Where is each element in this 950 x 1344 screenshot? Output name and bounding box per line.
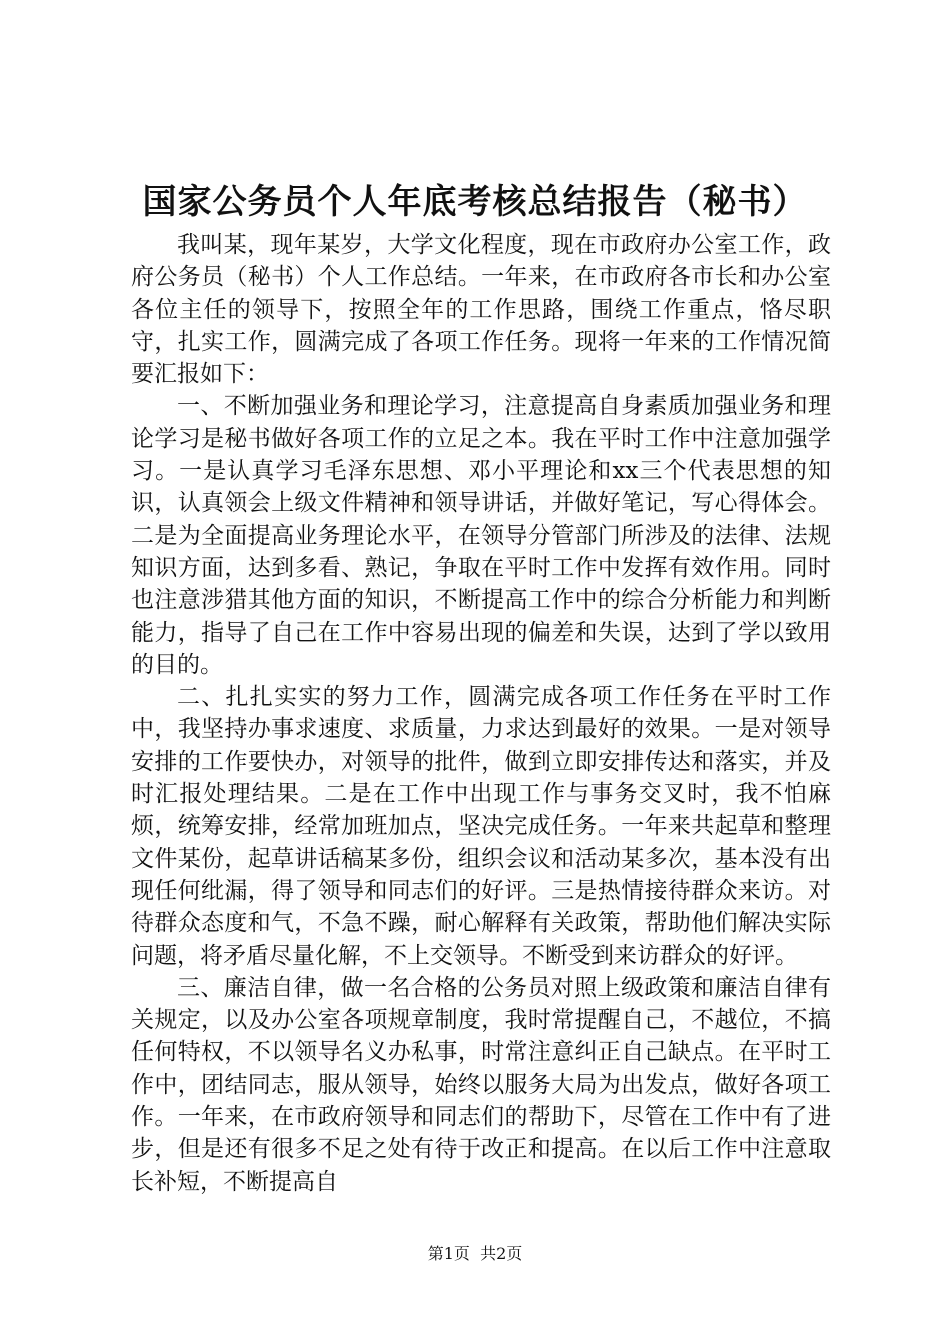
page-number: 第1页	[427, 1244, 470, 1263]
paragraph-section-3: 三、廉洁自律，做一名合格的公务员对照上级政策和廉洁自律有关规定，以及办公室各项规章制度，我时常提醒自己，不越位，不搞任何特权，不以领导名义办私事，时常注意纠正自己缺点。在平时工作中，团结同志，服从领导，始终以服务大局为出发点，做好各项工作。一年来，在市政府领导和同志们的帮助下，尽管在工作中有了进步，但是还有很多不足之处有待于改正和提高。在以后工作中注意取长补短，不断提高自	[131, 974, 831, 1195]
paragraph-section-2: 二、扎扎实实的努力工作，圆满完成各项工作任务在平时工作中，我坚持办事求速度、求质量，力求达到最好的效果。一是对领导安排的工作要快办，对领导的批件，做到立即安排传达和落实，并及时汇报处理结果。二是在工作中出现工作与事务交叉时，我不怕麻烦，统筹安排，经常加班加点，坚决完成任务。一年来共起草和整理文件某份，起草讲话稿某多份，组织会议和活动某多次，基本没有出现任何纰漏，得了领导和同志们的好评。三是热情接待群众来访。对待群众态度和气，不急不躁，耐心解释有关政策，帮助他们解决实际问题，将矛盾尽量化解，不上交领导。不断受到来访群众的好评。	[131, 684, 831, 969]
document-body	[131, 229, 831, 1198]
paragraph-intro: 我叫某，现年某岁，大学文化程度，现在市政府办公室工作，政府公务员（秘书）个人工作总结。一年来，在市政府各市长和办公室各位主任的领导下，按照全年的工作思路，围绕工作重点，恪尽职守，扎实工作，圆满完成了各项工作任务。现将一年来的工作情况简要汇报如下：	[131, 232, 831, 388]
document-title: 国家公务员个人年底考核总结报告（秘书）	[142, 182, 808, 222]
paragraph-section-1: 一、不断加强业务和理论学习，注意提高自身素质加强业务和理论学习是秘书做好各项工作的立足之本。我在平时工作中注意加强学习。一是认真学习毛泽东思想、邓小平理论和xx三个代表思想的知识，认真领会上级文件精神和领导讲话，并做好笔记，写心得体会。二是为全面提高业务理论水平，在领导分管部门所涉及的法律、法规知识方面，达到多看、熟记，争取在平时工作中发挥有效作用。同时也注意涉猎其他方面的知识，不断提高工作中的综合分析能力和判断能力，指导了自己在工作中容易出现的偏差和失误，达到了学以致用的目的。	[131, 393, 831, 678]
page-total: 共2页	[480, 1244, 523, 1263]
page-footer	[0, 1243, 950, 1265]
